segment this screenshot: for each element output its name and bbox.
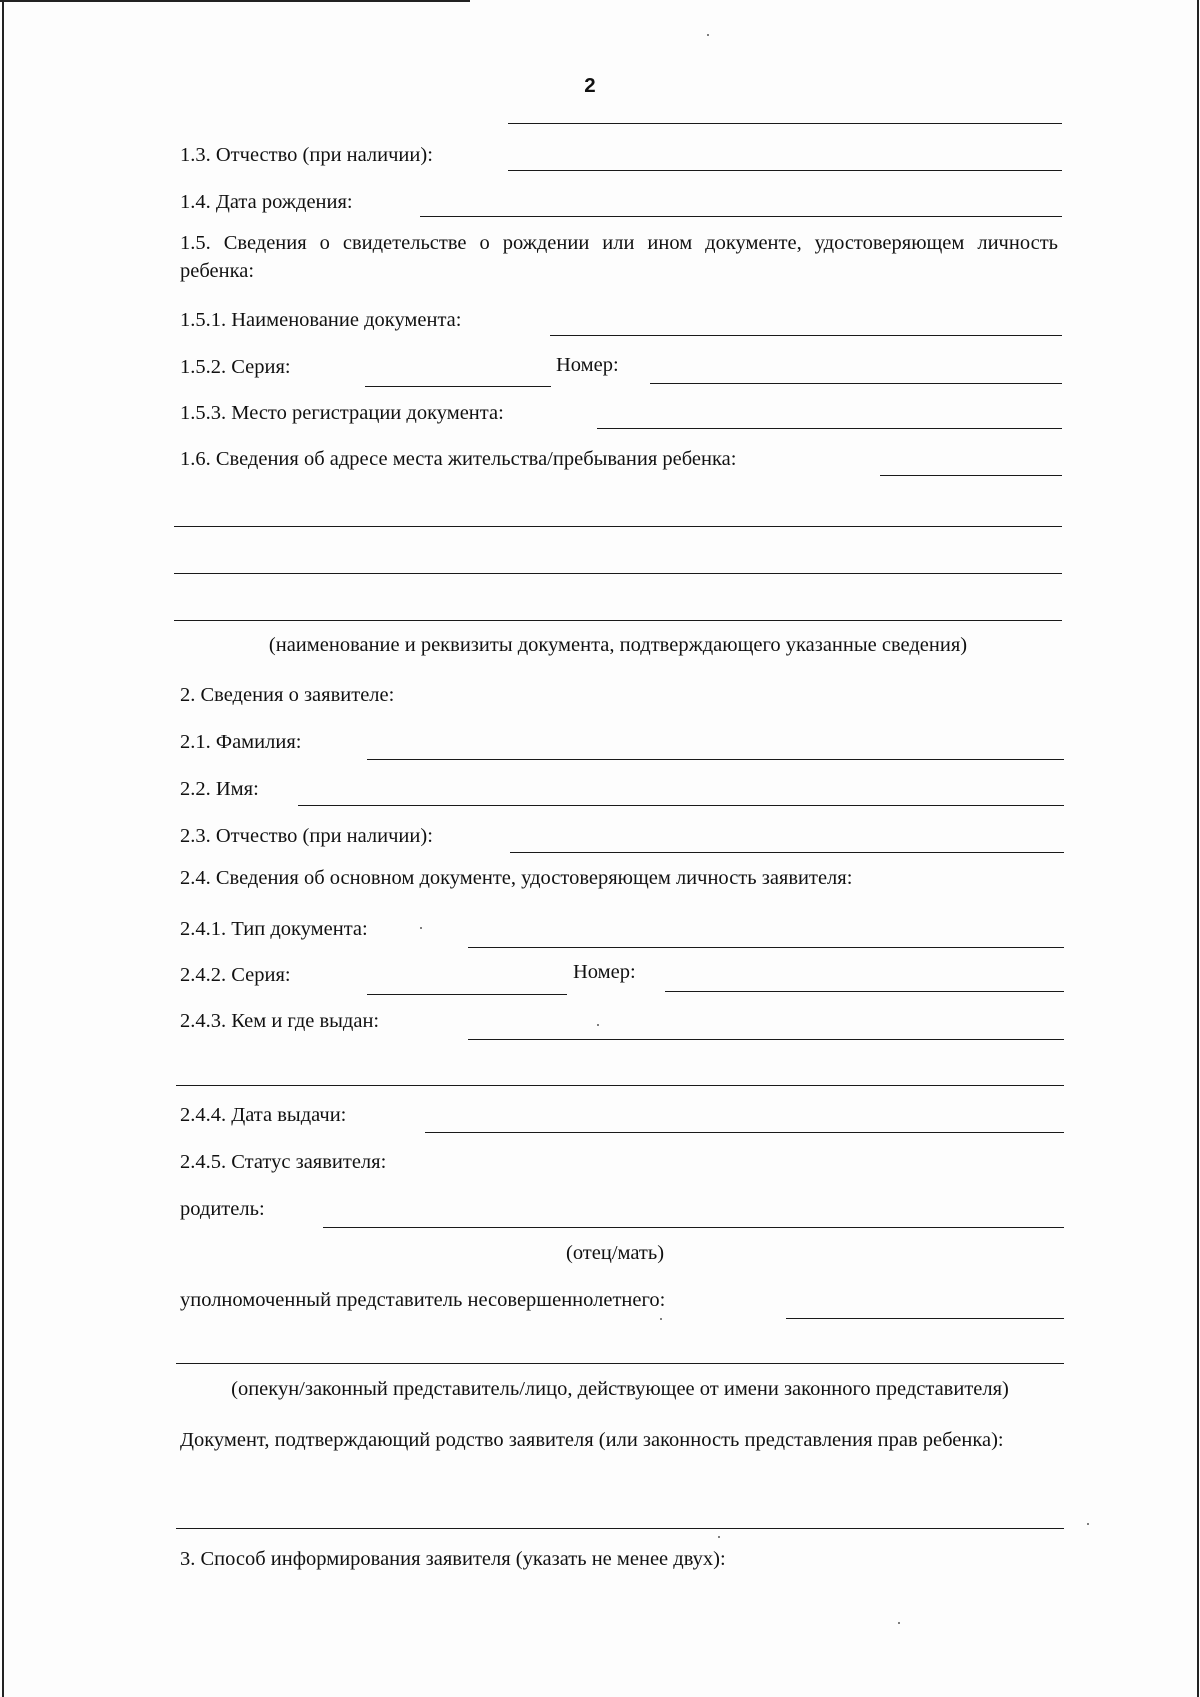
scan-speck bbox=[420, 927, 422, 929]
label-issue-date: 2.4.4. Дата выдачи: bbox=[180, 1104, 347, 1126]
label-parent: родитель: bbox=[180, 1198, 265, 1220]
field-line-kinship-document[interactable] bbox=[176, 1528, 1064, 1529]
scan-speck bbox=[1087, 1523, 1089, 1525]
field-line-patronymic-applicant[interactable] bbox=[510, 852, 1064, 853]
label-applicant-status: 2.4.5. Статус заявителя: bbox=[180, 1151, 387, 1173]
field-line-child-address-3[interactable] bbox=[174, 573, 1062, 574]
label-issued-by: 2.4.3. Кем и где выдан: bbox=[180, 1010, 380, 1032]
label-surname: 2.1. Фамилия: bbox=[180, 731, 302, 753]
field-line-representative-2[interactable] bbox=[176, 1363, 1064, 1364]
scan-speck bbox=[718, 1536, 720, 1538]
section-notification-title: 3. Способ информирования заявителя (указать не менее двух): bbox=[180, 1548, 726, 1570]
field-line-series-child[interactable] bbox=[365, 386, 551, 387]
caption-parent: (отец/мать) bbox=[566, 1242, 665, 1264]
field-line-representative-1[interactable] bbox=[786, 1318, 1064, 1319]
caption-address-document: (наименование и реквизиты документа, подтверждающего указанные сведения) bbox=[268, 634, 968, 656]
field-line-number-applicant[interactable] bbox=[665, 991, 1064, 992]
field-line-patronymic-child[interactable] bbox=[508, 170, 1062, 171]
label-series-child: 1.5.2. Серия: bbox=[180, 356, 291, 378]
field-line-surname[interactable] bbox=[367, 759, 1064, 760]
label-patronymic-applicant: 2.3. Отчество (при наличии): bbox=[180, 825, 433, 847]
label-name: 2.2. Имя: bbox=[180, 778, 259, 800]
scan-speck bbox=[707, 34, 709, 36]
field-line-parent[interactable] bbox=[323, 1227, 1064, 1228]
label-document-type: 2.4.1. Тип документа: bbox=[180, 918, 368, 940]
label-document-name: 1.5.1. Наименование документа: bbox=[180, 309, 462, 331]
field-line-child-address-4[interactable] bbox=[174, 620, 1062, 621]
label-identity-document: 2.4. Сведения об основном документе, удостоверяющем личность заявителя: bbox=[180, 867, 853, 889]
label-representative: уполномоченный представитель несовершеннолетнего: bbox=[180, 1289, 666, 1311]
scan-speck bbox=[660, 1318, 662, 1320]
label-series-applicant: 2.4.2. Серия: bbox=[180, 964, 291, 986]
scan-edge-left bbox=[2, 0, 4, 1697]
scan-edge-top bbox=[0, 0, 470, 2]
field-line-issued-by-1[interactable] bbox=[468, 1039, 1064, 1040]
field-line-document-type[interactable] bbox=[468, 947, 1064, 948]
label-kinship-document: Документ, подтверждающий родство заявителя (или законность представления прав ребенка): bbox=[180, 1429, 1004, 1451]
section-applicant-title: 2. Сведения о заявителе: bbox=[180, 684, 395, 706]
field-line-child-address-2[interactable] bbox=[174, 526, 1062, 527]
field-line-issued-by-2[interactable] bbox=[176, 1085, 1064, 1086]
field-line-prev[interactable] bbox=[508, 123, 1062, 124]
field-line-series-applicant[interactable] bbox=[367, 994, 567, 995]
label-number-applicant: Номер: bbox=[573, 961, 636, 983]
label-child-address: 1.6. Сведения об адресе места жительства/пребывания ребенка: bbox=[180, 448, 737, 470]
field-line-name[interactable] bbox=[298, 805, 1064, 806]
scan-speck bbox=[898, 1622, 900, 1624]
field-line-child-address-1[interactable] bbox=[880, 475, 1062, 476]
field-line-number-child[interactable] bbox=[650, 383, 1062, 384]
field-line-birth-date[interactable] bbox=[420, 216, 1062, 217]
scan-edge-right bbox=[1197, 0, 1199, 1697]
label-number-child: Номер: bbox=[556, 354, 619, 376]
label-birth-certificate: 1.5. Сведения о свидетельстве о рождении или ином документе, удостоверяющем личность ребенка: bbox=[180, 232, 1058, 282]
label-birth-date: 1.4. Дата рождения: bbox=[180, 191, 353, 213]
scan-speck bbox=[597, 1024, 599, 1026]
page-number: 2 bbox=[584, 74, 596, 97]
label-patronymic-child: 1.3. Отчество (при наличии): bbox=[180, 144, 433, 166]
field-line-registration-place[interactable] bbox=[597, 428, 1062, 429]
field-line-document-name[interactable] bbox=[550, 335, 1062, 336]
label-registration-place: 1.5.3. Место регистрации документа: bbox=[180, 402, 504, 424]
field-line-issue-date[interactable] bbox=[425, 1132, 1064, 1133]
caption-representative: (опекун/законный представитель/лицо, действующее от имени законного представителя) bbox=[231, 1378, 1009, 1400]
